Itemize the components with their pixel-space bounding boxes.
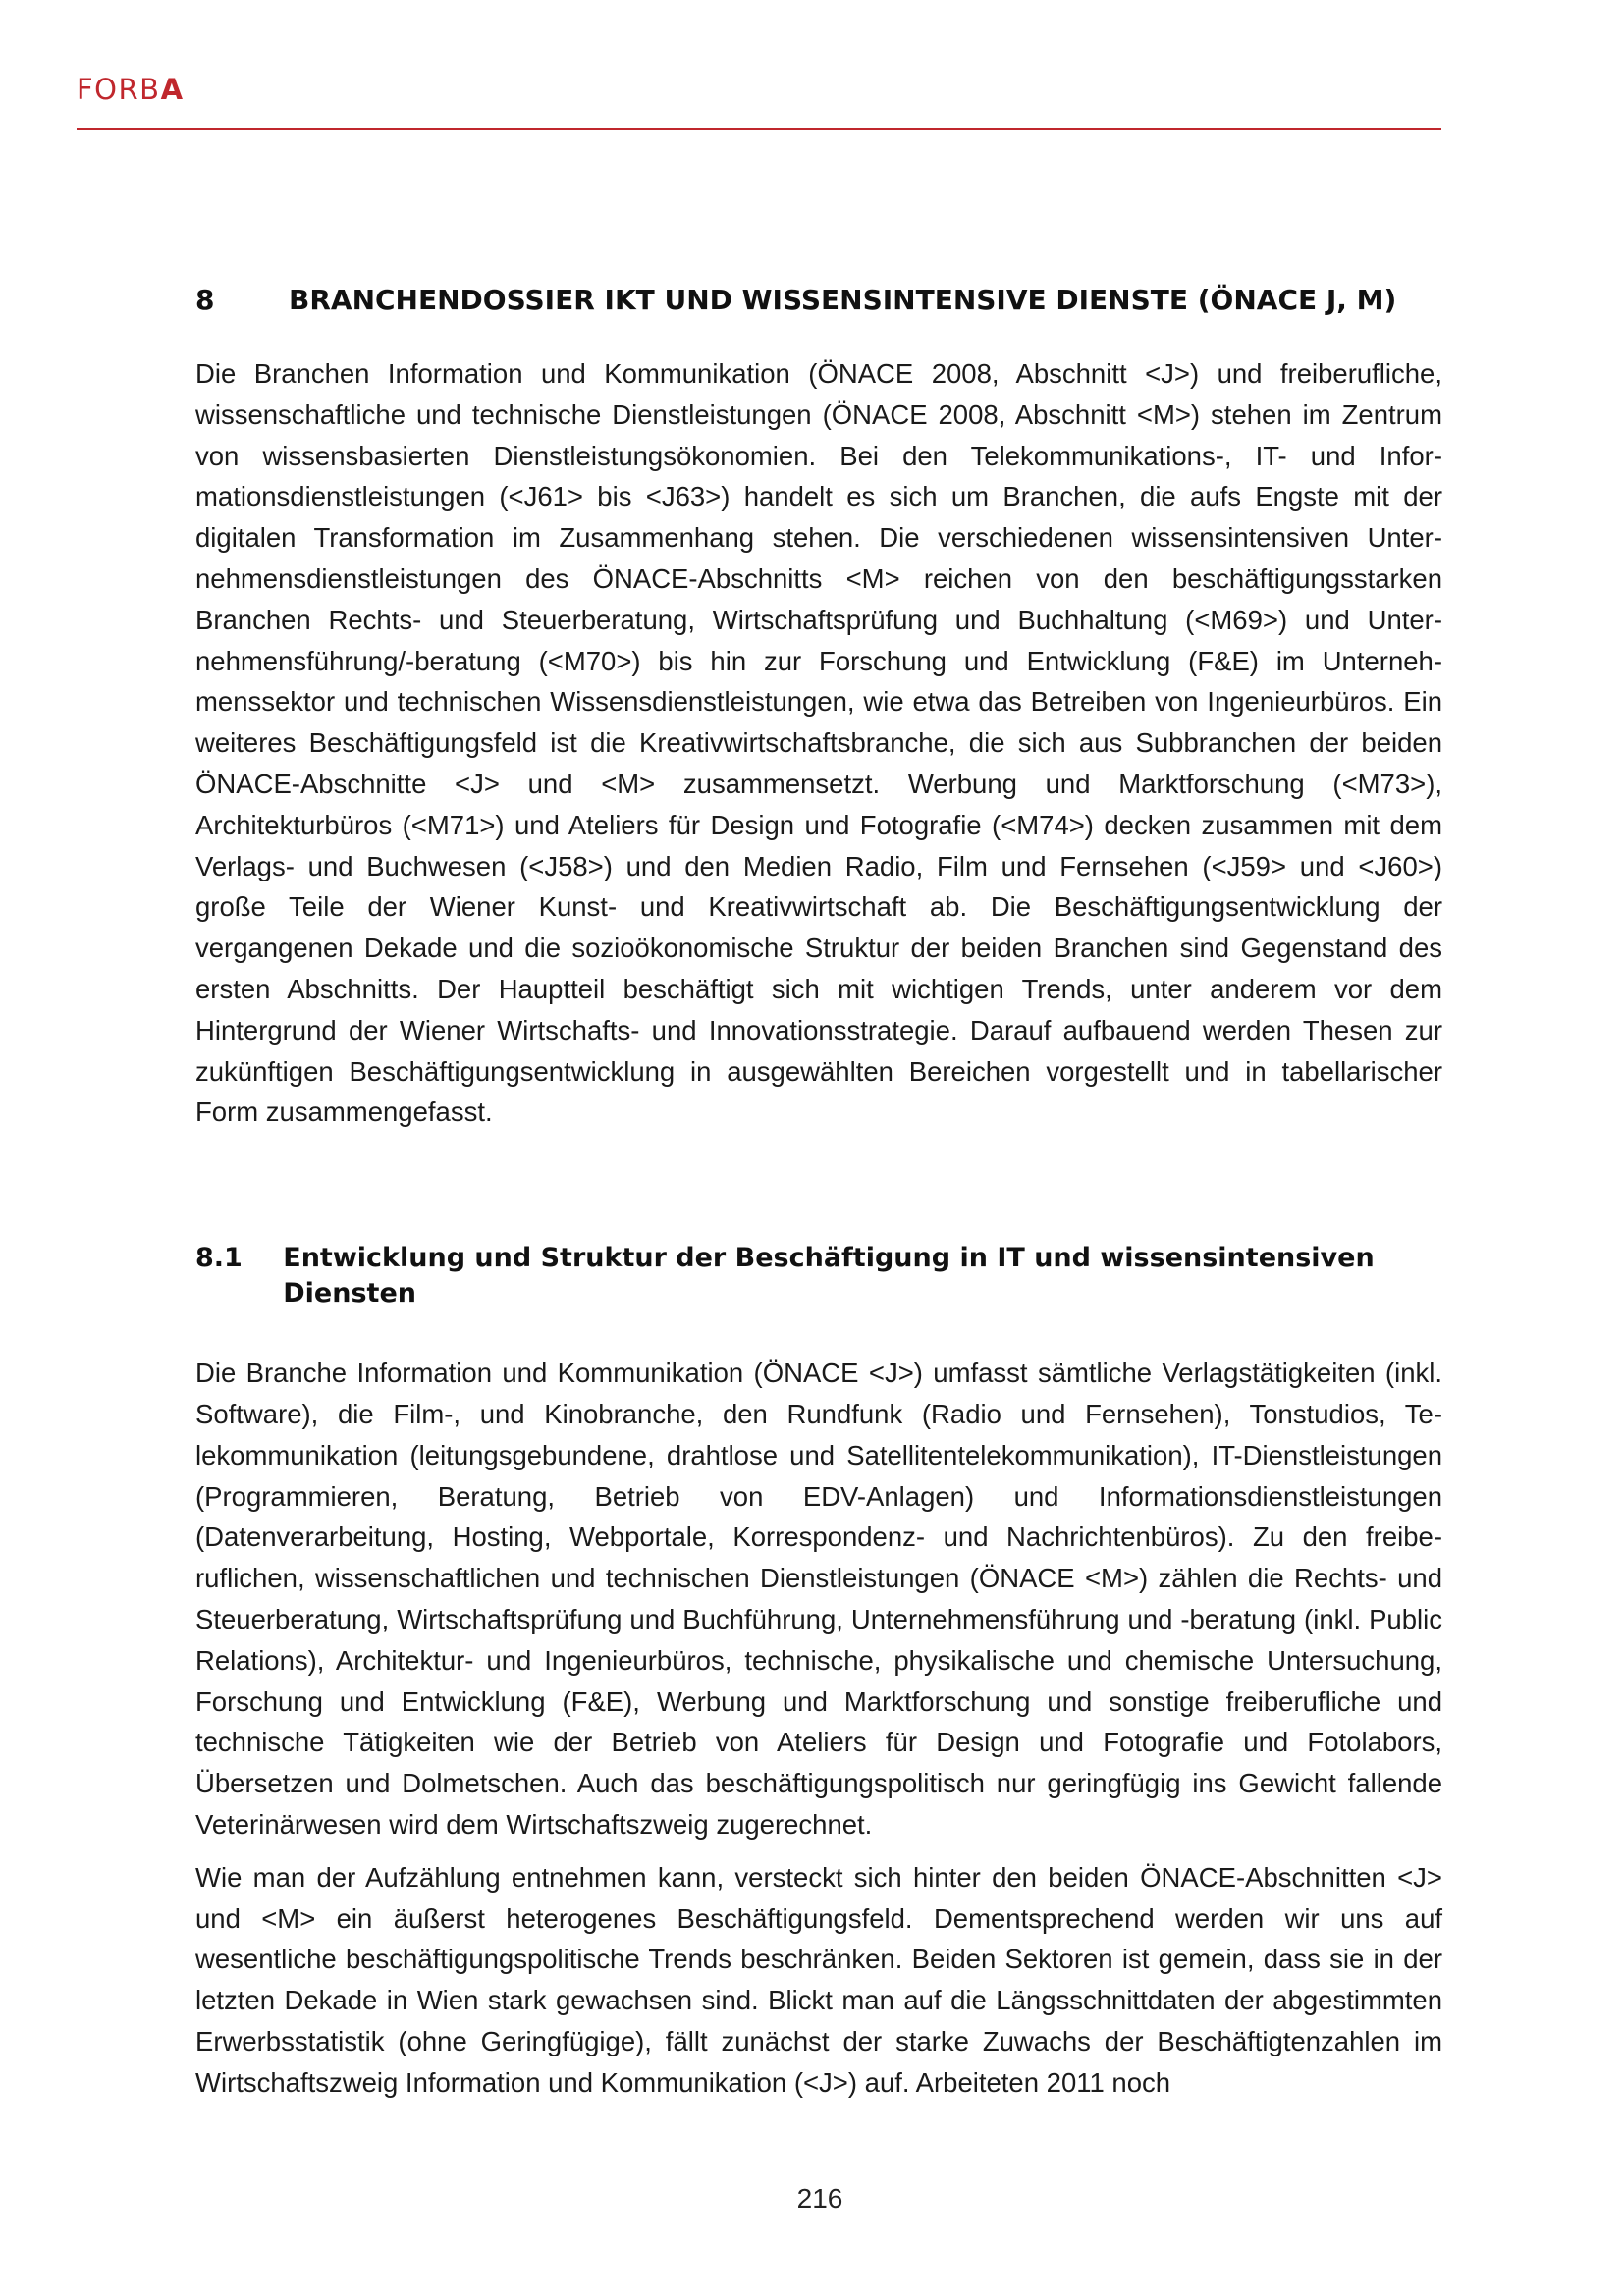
section-heading: [195, 283, 1442, 318]
header-divider: [77, 128, 1441, 130]
subsection-paragraph-2: Wie man der Aufzählung entnehmen kann, versteckt sich hinter den beiden ÖNACE-Abschnitten <J> und <M> ein äußerst heterogenes Beschäftigungsfeld. Dementsprechend werden wir uns auf wesentliche beschäftigungspolitische Trends beschränken. Beiden Sektoren ist gemein, dass sie in der letzten Dekade in Wien stark gewachsen sind. Blickt man auf die Längsschnittdaten der abgestimmten Erwerbsstatistik (ohne Geringfügige), fällt zunächst der starke Zuwachs der Beschäftigtenzahlen im Wirtschaftszweig Information und Kommunikation (<J>) auf. Arbeiteten 2011 noch: [195, 1861, 1442, 2098]
subsection-number: 8.1: [195, 1243, 243, 1274]
subsection-paragraph-1: Die Branche Information und Kommunikation (ÖNACE <J>) umfasst sämtliche Verlagstätigkeiten (inkl. Software), die Film-, und Kinobranche, den Rundfunk (Radio und Fernsehen), Tonstudios, Telekommunikation (leitungsgebundene, drahtlose und Satellitentelekommunikation), IT-Dienstleistungen (Programmieren, Beratung, Betrieb von EDV-Anlagen) und Informationsdienstleistungen (Datenverarbeitung, Hosting, Webportale, Korrespondenz- und Nachrichtenbüros). Zu den freiberuflichen, wissenschaftlichen und technischen Dienstleistungen (ÖNACE <M>) zählen die Rechts- und Steuerberatung, Wirtschaftsprüfung und Buchführung, Unternehmensführung und -beratung (inkl. Public Relations), Architektur- und Ingenieurbüros, technische, physikalische und chemische Untersuchung, Forschung und Entwicklung (F&E), Werbung und Marktforschung und sonstige freiberufliche und technische Tätigkeiten wie der Betrieb von Ateliers für Design und Fotografie und Fotolabors, Übersetzen und Dolmetschen. Auch das beschäftigungspolitisch nur geringfügig ins Gewicht fallende Veterinärwesen wird dem Wirtschaftszweig zugerechnet.: [195, 1358, 1442, 1840]
section-paragraph: Die Branchen Information und Kommunikation (ÖNACE 2008, Abschnitt <J>) und freiberufliche, wissenschaftliche und technische Dienstleistungen (ÖNACE 2008, Abschnitt <M>) stehen im Zentrum von wissensbasierten Dienstleistungsökonomien. Bei den Telekommunikations-, IT- und Informationsdienstleistungen (<J61> bis <J63>) handelt es sich um Branchen, die aufs Engste mit der digitalen Transformation im Zusammenhang stehen. Die verschiedenen wissensintensiven Unternehmensdienstleistungen des ÖNACE-Abschnitts <M> reichen von den beschäftigungsstarken Branchen Rechts- und Steuerberatung, Wirtschaftsprüfung und Buchhaltung (<M69>) und Unternehmensführung/-beratung (<M70>) bis hin zur Forschung und Entwicklung (F&E) im Unternehmenssektor und technischen Wissensdienstleistungen, wie etwa das Betreiben von Ingenieurbüros. Ein weiteres Beschäftigungsfeld ist die Kreativwirtschaftsbranche, die sich aus Subbranchen der beiden ÖNACE-Abschnitte <J> und <M> zusammensetzt. Werbung und Marktforschung (<M73>), Architekturbüros (<M71>) und Ateliers für Design und Fotografie (<M74>) decken zusammen mit dem Verlags- und Buchwesen (<J58>) und den Medien Radio, Film und Fernsehen (<J59> und <J60>) große Teile der Wiener Kunst- und Kreativwirtschaft ab. Die Beschäftigungsentwicklung der vergangenen Dekade und die sozioökonomische Struktur der beiden Branchen sind Gegenstand des ersten Abschnitts. Der Hauptteil beschäftigt sich mit wichtigen Trends, unter anderem vor dem Hintergrund der Wiener Wirtschafts- und Innovationsstrategie. Darauf aufbauend werden Thesen zur zukünftigen Beschäftigungsentwicklung in ausgewählten Bereichen vorgestellt und in tabellarischer Form zusammengefasst.: [195, 358, 1442, 1128]
page-number: 216: [796, 2183, 843, 2214]
logo-text-accent: A: [160, 73, 185, 106]
subsection-title: Entwicklung und Struktur der Beschäftigung in IT und wissensintensiven Diensten: [283, 1243, 1375, 1309]
section-title: BRANCHENDOSSIER IKT UND WISSENSINTENSIVE DIENSTE (ÖNACE J, M): [289, 284, 1397, 316]
page-content: [195, 283, 1442, 2103]
subsection-heading: [195, 1241, 1442, 1311]
section-number: 8: [195, 284, 215, 316]
logo-text: FORB: [77, 73, 161, 106]
forba-logo: [77, 73, 185, 106]
